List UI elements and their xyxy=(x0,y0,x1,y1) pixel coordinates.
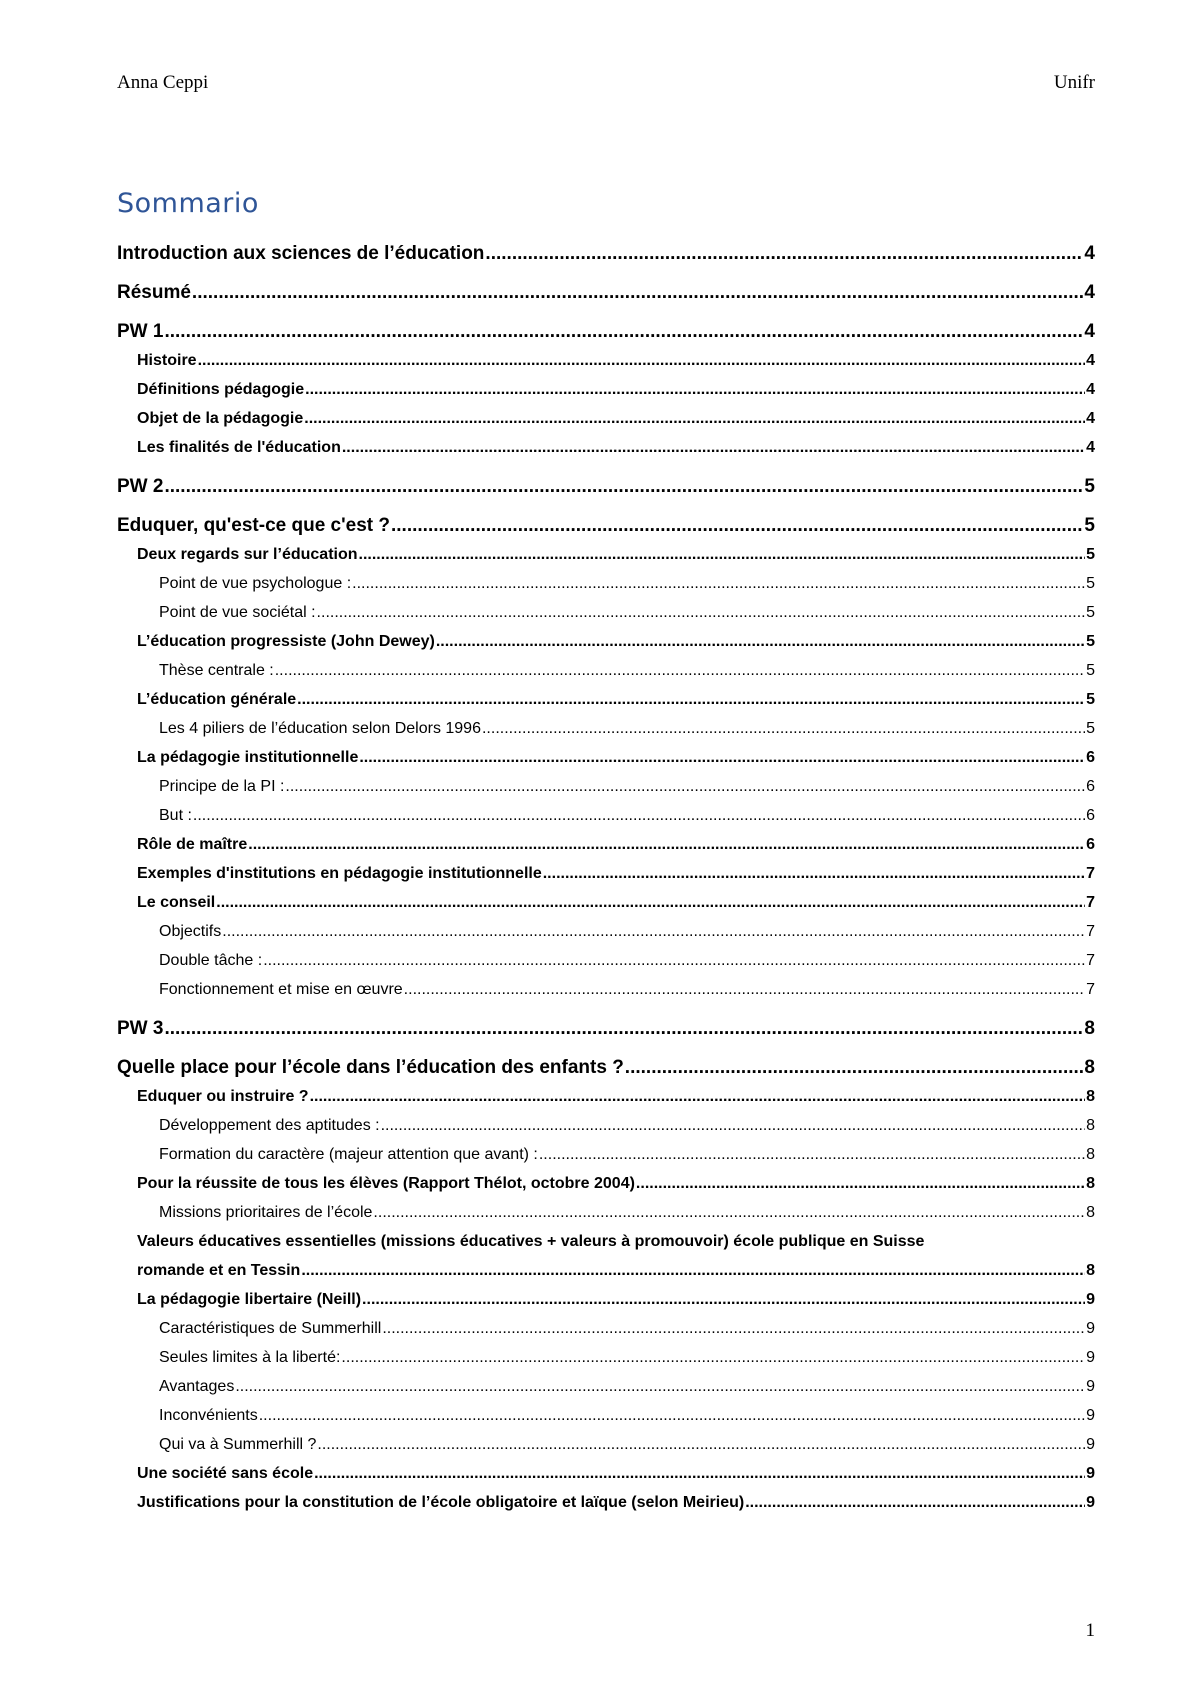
toc-dot-leader xyxy=(310,1082,1086,1111)
toc-entry-page: 6 xyxy=(1086,807,1095,824)
toc-entry[interactable] xyxy=(117,714,1095,743)
toc-entry-title: Formation du caractère (majeur attention que avant) : xyxy=(159,1146,538,1163)
toc-entry-page: 8 xyxy=(1086,1175,1095,1192)
toc-dot-leader xyxy=(317,598,1086,627)
toc-dot-leader xyxy=(285,772,1085,801)
toc-dot-leader xyxy=(305,375,1085,404)
toc-entry[interactable] xyxy=(117,346,1095,375)
toc-dot-leader xyxy=(381,1111,1086,1140)
toc-entry[interactable] xyxy=(117,1372,1095,1401)
toc-dot-leader xyxy=(301,1256,1085,1285)
toc-entry-page: 9 xyxy=(1086,1494,1095,1511)
toc-entry[interactable] xyxy=(117,946,1095,975)
toc-entry[interactable] xyxy=(117,743,1095,772)
toc-entry-title: PW 1 xyxy=(117,321,164,342)
toc-dot-leader xyxy=(485,240,1083,268)
toc-entry-page: 7 xyxy=(1086,865,1095,882)
toc-dot-leader xyxy=(382,1314,1085,1343)
toc-dot-leader xyxy=(263,946,1085,975)
toc-dot-leader xyxy=(259,1401,1085,1430)
toc-entry-title: Les 4 piliers de l’éducation selon Delors 1996 xyxy=(159,720,481,737)
toc-entry[interactable] xyxy=(117,1111,1095,1140)
toc-entry-page: 7 xyxy=(1086,923,1095,940)
toc-entry[interactable] xyxy=(117,801,1095,830)
toc-entry-title: Résumé xyxy=(117,282,191,303)
toc-dot-leader xyxy=(342,433,1085,462)
toc-entry-title: Développement des aptitudes : xyxy=(159,1117,380,1134)
toc-dot-leader xyxy=(625,1054,1084,1082)
toc-dot-leader xyxy=(636,1169,1085,1198)
toc-dot-leader xyxy=(436,627,1085,656)
page-number: 1 xyxy=(1085,1620,1095,1641)
toc-entry-title: Point de vue psychologue : xyxy=(159,575,352,592)
header-institution: Unifr xyxy=(1053,72,1095,93)
toc-entry-page: 9 xyxy=(1086,1349,1095,1366)
toc-entry-title: Missions prioritaires de l’école xyxy=(159,1204,373,1221)
toc-entry-title: L’éducation progressiste (John Dewey) xyxy=(137,633,435,650)
toc-entry-page: 8 xyxy=(1086,1204,1095,1221)
toc-entry-page: 5 xyxy=(1084,515,1095,536)
toc-entry-title: Objectifs xyxy=(159,923,222,940)
toc-entry-title: romande et en Tessin xyxy=(137,1262,301,1279)
toc-entry-page: 6 xyxy=(1086,836,1095,853)
toc-entry[interactable] xyxy=(117,318,1095,346)
toc-entry-title: Quelle place pour l’école dans l’éducation des enfants ? xyxy=(117,1057,624,1078)
toc-dot-leader xyxy=(341,1343,1085,1372)
toc-entry-text: Valeurs éducatives essentielles (missions éducatives + valeurs à promouvoir) école publique en Suisse xyxy=(137,1233,925,1250)
table-of-contents xyxy=(117,240,1095,1517)
toc-entry[interactable] xyxy=(117,1140,1095,1169)
toc-dot-leader xyxy=(404,975,1085,1004)
toc-entry[interactable] xyxy=(117,917,1095,946)
toc-entry-page: 5 xyxy=(1086,546,1095,563)
toc-entry-title: PW 3 xyxy=(117,1018,164,1039)
toc-entry-page: 5 xyxy=(1086,575,1095,592)
toc-dot-leader xyxy=(539,1140,1085,1169)
toc-entry[interactable] xyxy=(117,1488,1095,1517)
toc-entry-title: Exemples d'institutions en pédagogie institutionnelle xyxy=(137,865,542,882)
toc-dot-leader xyxy=(275,656,1085,685)
toc-dot-leader xyxy=(164,1015,1083,1043)
toc-entry-page: 5 xyxy=(1086,604,1095,621)
toc-entry-page: 9 xyxy=(1086,1407,1095,1424)
toc-entry-page: 4 xyxy=(1086,410,1095,427)
toc-dot-leader xyxy=(391,512,1083,540)
toc-entry-title: Point de vue sociétal : xyxy=(159,604,316,621)
toc-entry-title: Objet de la pédagogie xyxy=(137,410,304,427)
toc-dot-leader xyxy=(192,279,1084,307)
toc-entry[interactable] xyxy=(117,375,1095,404)
toc-entry-title: Principe de la PI : xyxy=(159,778,285,795)
toc-entry-page: 5 xyxy=(1086,633,1095,650)
toc-entry-page: 4 xyxy=(1086,439,1095,456)
toc-entry-page: 4 xyxy=(1084,321,1095,342)
toc-entry[interactable] xyxy=(117,1054,1095,1082)
toc-entry-title: Seules limites à la liberté: xyxy=(159,1349,341,1366)
toc-entry[interactable] xyxy=(117,1015,1095,1043)
toc-entry-page: 4 xyxy=(1086,352,1095,369)
toc-entry-page: 4 xyxy=(1084,243,1095,264)
toc-entry-page: 6 xyxy=(1086,749,1095,766)
toc-dot-leader xyxy=(373,1198,1085,1227)
toc-entry-title: Caractéristiques de Summerhill xyxy=(159,1320,382,1337)
toc-entry[interactable] xyxy=(117,1198,1095,1227)
toc-entry-title: Histoire xyxy=(137,352,197,369)
toc-dot-leader xyxy=(235,1372,1085,1401)
toc-entry-page: 9 xyxy=(1086,1320,1095,1337)
toc-entry[interactable] xyxy=(117,1430,1095,1459)
toc-entry-title: Le conseil xyxy=(137,894,216,911)
toc-entry-title: Pour la réussite de tous les élèves (Rapport Thélot, octobre 2004) xyxy=(137,1175,635,1192)
toc-entry-page: 7 xyxy=(1086,952,1095,969)
toc-dot-leader xyxy=(248,830,1085,859)
toc-entry-page: 9 xyxy=(1086,1436,1095,1453)
toc-entry[interactable] xyxy=(117,1314,1095,1343)
toc-entry-title: Définitions pédagogie xyxy=(137,381,305,398)
toc-dot-leader xyxy=(359,540,1086,569)
toc-entry-title: Double tâche : xyxy=(159,952,263,969)
toc-entry[interactable] xyxy=(117,1169,1095,1198)
toc-entry-title: L’éducation générale xyxy=(137,691,297,708)
toc-dot-leader xyxy=(193,801,1085,830)
toc-entry-title: La pédagogie institutionnelle xyxy=(137,749,359,766)
toc-entry-page: 5 xyxy=(1086,691,1095,708)
toc-entry[interactable] xyxy=(117,1256,1095,1285)
toc-entry-title: But : xyxy=(159,807,192,824)
toc-entry-page: 8 xyxy=(1084,1018,1095,1039)
toc-entry[interactable] xyxy=(117,433,1095,462)
toc-dot-leader xyxy=(216,888,1085,917)
toc-entry-page: 4 xyxy=(1084,282,1095,303)
toc-entry[interactable] xyxy=(117,772,1095,801)
toc-entry-page: 9 xyxy=(1086,1378,1095,1395)
toc-entry-title: Justifications pour la constitution de l’école obligatoire et laïque (selon Meirieu) xyxy=(137,1494,745,1511)
toc-entry[interactable] xyxy=(117,627,1095,656)
toc-dot-leader xyxy=(317,1430,1085,1459)
toc-entry[interactable] xyxy=(117,598,1095,627)
toc-entry[interactable] xyxy=(117,404,1095,433)
toc-entry-page: 8 xyxy=(1086,1088,1095,1105)
toc-entry[interactable] xyxy=(117,830,1095,859)
toc-title: Sommario xyxy=(117,188,259,219)
toc-dot-leader xyxy=(314,1459,1085,1488)
toc-entry-page: 6 xyxy=(1086,778,1095,795)
toc-entry[interactable] xyxy=(117,569,1095,598)
toc-dot-leader xyxy=(164,473,1083,501)
toc-entry[interactable] xyxy=(117,1285,1095,1314)
toc-entry-title: PW 2 xyxy=(117,476,164,497)
toc-entry-title: Les finalités de l'éducation xyxy=(137,439,341,456)
toc-entry-title: Introduction aux sciences de l’éducation xyxy=(117,243,485,264)
toc-dot-leader xyxy=(352,569,1085,598)
toc-entry[interactable] xyxy=(117,240,1095,268)
toc-entry-title: Inconvénients xyxy=(159,1407,258,1424)
toc-entry-title: Eduquer ou instruire ? xyxy=(137,1088,309,1105)
toc-entry[interactable] xyxy=(117,279,1095,307)
toc-entry-page: 5 xyxy=(1084,476,1095,497)
toc-entry-title: Qui va à Summerhill ? xyxy=(159,1436,317,1453)
toc-dot-leader xyxy=(362,1285,1085,1314)
toc-entry[interactable] xyxy=(117,975,1095,1004)
toc-entry-page: 8 xyxy=(1086,1262,1095,1279)
toc-entry-title: Fonctionnement et mise en œuvre xyxy=(159,981,403,998)
toc-entry-page: 9 xyxy=(1086,1291,1095,1308)
toc-entry[interactable] xyxy=(117,473,1095,501)
toc-entry-page: 8 xyxy=(1086,1117,1095,1134)
toc-entry-title: Eduquer, qu'est-ce que c'est ? xyxy=(117,515,390,536)
toc-entry-page: 5 xyxy=(1086,720,1095,737)
toc-entry-title: Rôle de maître xyxy=(137,836,248,853)
page-header xyxy=(117,72,1095,102)
toc-dot-leader xyxy=(482,714,1085,743)
toc-entry-title: Une société sans école xyxy=(137,1465,314,1482)
toc-dot-leader xyxy=(222,917,1085,946)
toc-entry-page: 9 xyxy=(1086,1465,1095,1482)
toc-dot-leader xyxy=(359,743,1085,772)
toc-entry[interactable] xyxy=(117,512,1095,540)
toc-entry[interactable] xyxy=(117,1082,1095,1111)
toc-entry-page: 8 xyxy=(1084,1057,1095,1078)
toc-dot-leader xyxy=(745,1488,1085,1517)
toc-entry-page: 4 xyxy=(1086,381,1095,398)
toc-entry-page: 7 xyxy=(1086,981,1095,998)
toc-entry[interactable] xyxy=(117,685,1095,714)
toc-entry[interactable] xyxy=(117,540,1095,569)
toc-entry-page: 7 xyxy=(1086,894,1095,911)
toc-dot-leader xyxy=(198,346,1086,375)
toc-entry[interactable] xyxy=(117,1459,1095,1488)
toc-entry[interactable] xyxy=(117,888,1095,917)
toc-dot-leader xyxy=(164,318,1083,346)
toc-dot-leader xyxy=(304,404,1085,433)
toc-entry-page: 8 xyxy=(1086,1146,1095,1163)
toc-dot-leader xyxy=(543,859,1085,888)
toc-entry-title: Deux regards sur l’éducation xyxy=(137,546,358,563)
toc-entry-page: 5 xyxy=(1086,662,1095,679)
toc-dot-leader xyxy=(297,685,1085,714)
toc-entry[interactable] xyxy=(117,1401,1095,1430)
header-author: Anna Ceppi xyxy=(117,72,209,93)
toc-entry[interactable] xyxy=(117,656,1095,685)
toc-entry[interactable] xyxy=(117,1343,1095,1372)
toc-entry-title: Avantages xyxy=(159,1378,235,1395)
toc-entry-title: Thèse centrale : xyxy=(159,662,274,679)
toc-entry[interactable] xyxy=(117,859,1095,888)
toc-entry-title: La pédagogie libertaire (Neill) xyxy=(137,1291,362,1308)
